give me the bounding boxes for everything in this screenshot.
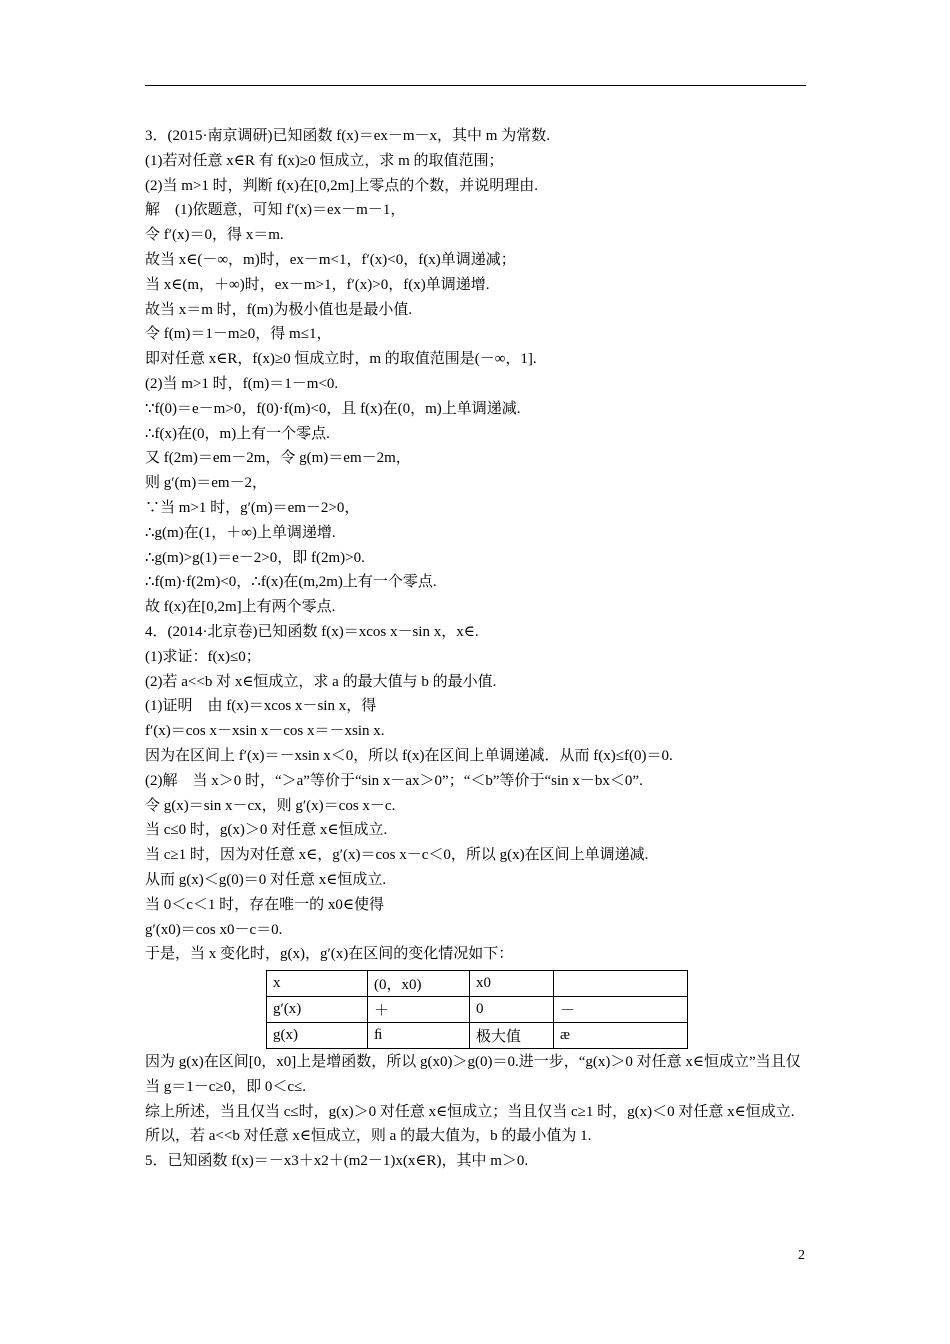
text-line: 3．(2015·南京调研)已知函数 f(x)＝ex－m－x，其中 m 为常数. [145, 128, 550, 144]
text-line: 因为 g(x)在区间[0，x0]上是增函数，所以 g(x0)＞g(0)＝0.进一步，“g(x)＞0 对任意 x∈恒成立”当且仅当 g＝1－c≥0，即 0＜c≤. [145, 1054, 801, 1095]
header-rule [145, 85, 806, 86]
text-line: 故 f(x)在[0,2m]上有两个零点. [145, 599, 336, 616]
table-cell: ﬁ [368, 1023, 470, 1049]
text-line: (2)当 m>1 时，f(m)＝1－m<0. [145, 375, 339, 392]
table-cell: g′(x) [267, 997, 368, 1023]
text-line: (2)若 a<<b 对 x∈恒成立，求 a 的最大值与 b 的最小值. [145, 673, 497, 690]
page-number: 2 [798, 1248, 805, 1263]
text-line: 从而 g(x)＜g(0)＝0 对任意 x∈恒成立. [145, 871, 387, 888]
text-line: 又 f(2m)＝em－2m，令 g(m)＝em－2m， [145, 450, 411, 467]
text-line: 因为在区间上 f′(x)＝－xsin x＜0，所以 f(x)在区间上单调递减．从而 f(x)≤f(0)＝0. [145, 747, 673, 764]
text-line: (1)若对任意 x∈R 有 f(x)≥0 恒成立，求 m 的取值范围； [145, 152, 504, 169]
text-line: 令 f(m)＝1－m≥0，得 m≤1， [145, 326, 332, 343]
text-line: (1)证明 由 f(x)＝xcos x－sin x，得 [145, 698, 377, 715]
text-line: 故当 x＝m 时，f(m)为极小值也是最小值. [145, 301, 413, 318]
text-line: (1)求证：f(x)≤0； [145, 648, 261, 665]
text-line: 4．(2014·北京卷)已知函数 f(x)＝xcos x－sin x，x∈. [145, 623, 479, 640]
table-cell: x [267, 971, 368, 997]
table-cell [554, 971, 688, 997]
table-cell: x0 [470, 971, 554, 997]
text-line: ∵当 m>1 时，g′(m)＝em－2>0， [145, 499, 360, 516]
table-cell: 极大值 [470, 1023, 554, 1049]
table-row [267, 971, 688, 997]
text-line: 当 x∈(m，＋∞)时，ex－m>1，f′(x)>0，f(x)单调递增. [145, 276, 490, 293]
table-cell: ＋ [368, 997, 470, 1023]
text-line: 5．已知函数 f(x)＝－x3＋x2＋(m2－1)x(x∈R)，其中 m＞0. [145, 1153, 529, 1170]
table-row [267, 997, 688, 1023]
text-line: 即对任意 x∈R，f(x)≥0 恒成立时，m 的取值范围是(－∞，1]. [145, 351, 537, 368]
text-line: 综上所述，当且仅当 c≤时，g(x)＞0 对任意 x∈恒成立；当且仅当 c≥1 时，g(x)＜0 对任意 x∈恒成立. [145, 1103, 795, 1120]
table-cell: g(x) [267, 1023, 368, 1049]
text-line: 令 f′(x)＝0，得 x＝m. [145, 227, 284, 244]
text-line: 于是，当 x 变化时，g(x)，g′(x)在区间的变化情况如下： [145, 946, 514, 963]
text-line: 则 g′(m)＝em－2， [145, 475, 268, 492]
text-line: ∴f(x)在(0，m)上有一个零点. [145, 425, 330, 442]
text-line: ∵f(0)＝e－m>0，f(0)·f(m)<0，且 f(x)在(0，m)上单调递减. [145, 400, 521, 417]
table-cell: 0 [470, 997, 554, 1023]
table-row [267, 1023, 688, 1049]
table-cell: (0，x0) [368, 971, 470, 997]
text-line: (2)当 m>1 时，判断 f(x)在[0,2m]上零点的个数，并说明理由. [145, 177, 539, 194]
text-line: ∴f(m)·f(2m)<0，∴f(x)在(m,2m)上有一个零点. [145, 574, 437, 591]
text-line: 所以，若 a<<b 对任意 x∈恒成立，则 a 的最大值为，b 的最小值为 1. [145, 1128, 592, 1145]
text-line: 解 (1)依题意，可知 f′(x)＝ex－m－1， [145, 202, 406, 219]
text-line: (2)解 当 x＞0 时，“＞a”等价于“sin x－ax＞0”；“＜b”等价于“sin x－bx＜0”. [145, 772, 643, 789]
text-line: 当 c≤0 时，g(x)＞0 对任意 x∈恒成立. [145, 822, 388, 839]
variation-table [266, 970, 688, 1049]
text-line: g′(x0)＝cos x0－c＝0. [145, 921, 283, 938]
text-line: ∴g(m)在(1，＋∞)上单调递增. [145, 524, 336, 541]
text-line: ∴g(m)>g(1)＝e－2>0，即 f(2m)>0. [145, 549, 365, 566]
text-line: 当 c≥1 时，因为对任意 x∈，g′(x)＝cos x－c＜0，所以 g(x)在区间上单调递减. [145, 847, 649, 864]
document-body [145, 124, 809, 1174]
text-line: 令 g(x)＝sin x－cx，则 g′(x)＝cos x－c. [145, 797, 396, 814]
table-cell: æ [554, 1023, 688, 1049]
table-cell: － [554, 997, 688, 1023]
text-line: 当 0＜c＜1 时，存在唯一的 x0∈使得 [145, 896, 385, 913]
text-line: 故当 x∈(－∞，m)时，ex－m<1，f′(x)<0，f(x)单调递减； [145, 251, 516, 268]
text-line: f′(x)＝cos x－xsin x－cos x＝－xsin x. [145, 723, 385, 740]
